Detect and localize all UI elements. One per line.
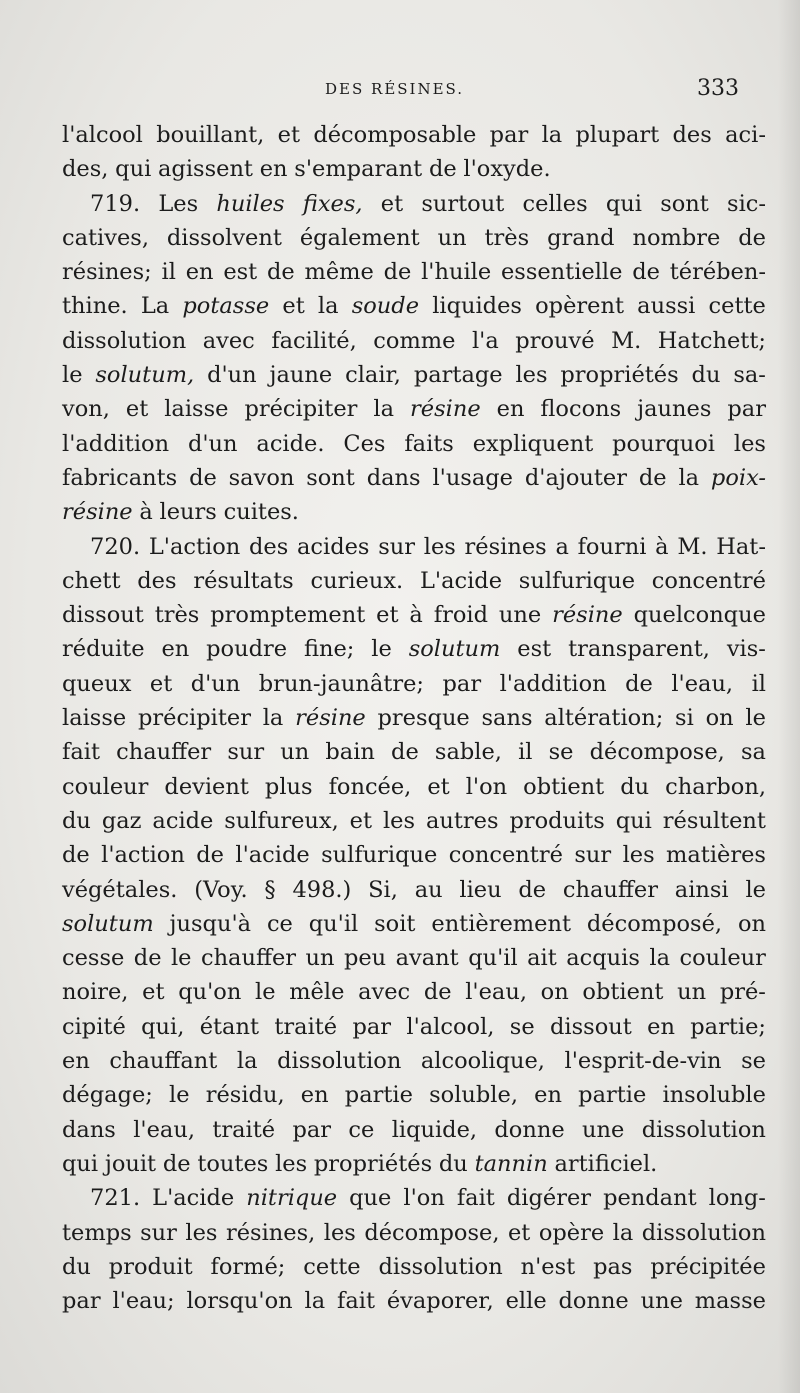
page-number: 333 bbox=[697, 76, 739, 101]
text-line: catives, dissolvent également un très grand nombre de bbox=[62, 224, 766, 251]
text-line: fabricants de savon sont dans l'usage d'ajouter de la poix- bbox=[62, 464, 766, 491]
text-line: dissolution avec facilité, comme l'a prouvé M. Hatchett; bbox=[62, 327, 766, 354]
text-line: le solutum, d'un jaune clair, partage les propriétés du sa- bbox=[62, 362, 766, 389]
text-line: solutum jusqu'à ce qu'il soit entièrement décomposé, on bbox=[62, 910, 766, 937]
text-line: du gaz acide sulfureux, et les autres produits qui résultent bbox=[62, 807, 766, 834]
text-line: 721. L'acide nitrique que l'on fait digérer pendant long- bbox=[90, 1185, 766, 1212]
text-line: 719. Les huiles fixes, et surtout celles qui sont sic- bbox=[90, 190, 766, 217]
running-head bbox=[0, 76, 800, 106]
text-line: von, et laisse précipiter la résine en flocons jaunes par bbox=[62, 396, 766, 423]
text-line: qui jouit de toutes les propriétés du tannin artificiel. bbox=[62, 1150, 658, 1177]
text-line: résine à leurs cuites. bbox=[62, 499, 299, 526]
text-line: dissout très promptement et à froid une résine quelconque bbox=[62, 602, 766, 629]
running-title: DES RÉSINES. bbox=[325, 80, 465, 98]
text-line: temps sur les résines, les décompose, et opère la dissolution bbox=[62, 1219, 766, 1246]
text-line: chett des résultats curieux. L'acide sulfurique concentré bbox=[62, 567, 766, 594]
text-line: queux et d'un brun-jaunâtre; par l'addition de l'eau, il bbox=[62, 670, 766, 697]
text-line: dégage; le résidu, en partie soluble, en partie insoluble bbox=[62, 1082, 766, 1109]
text-line: dans l'eau, traité par ce liquide, donne une dissolution bbox=[62, 1116, 766, 1143]
body-text bbox=[62, 118, 766, 1318]
text-line: cipité qui, étant traité par l'alcool, se dissout en partie; bbox=[62, 1013, 766, 1040]
text-line: 720. L'action des acides sur les résines a fourni à M. Hat- bbox=[90, 533, 766, 560]
text-line: réduite en poudre fine; le solutum est transparent, vis- bbox=[62, 636, 766, 663]
text-line: du produit formé; cette dissolution n'est pas précipitée bbox=[62, 1253, 766, 1280]
text-line: noire, et qu'on le mêle avec de l'eau, on obtient un pré- bbox=[62, 979, 766, 1006]
text-line: végétales. (Voy. § 498.) Si, au lieu de chauffer ainsi le bbox=[62, 876, 766, 903]
text-line: thine. La potasse et la soude liquides opèrent aussi cette bbox=[62, 293, 766, 320]
text-line: fait chauffer sur un bain de sable, il se décompose, sa bbox=[62, 739, 766, 766]
text-line: cesse de le chauffer un peu avant qu'il ait acquis la couleur bbox=[62, 945, 766, 972]
binding-shadow bbox=[778, 0, 800, 1393]
text-line: par l'eau; lorsqu'on la fait évaporer, elle donne une masse bbox=[62, 1288, 766, 1315]
text-line: des, qui agissent en s'emparant de l'oxyde. bbox=[62, 156, 551, 183]
text-line: l'alcool bouillant, et décomposable par la plupart des aci- bbox=[62, 122, 766, 148]
text-line: l'addition d'un acide. Ces faits expliquent pourquoi les bbox=[62, 430, 766, 457]
text-line: résines; il en est de même de l'huile essentielle de térében- bbox=[62, 259, 766, 286]
text-line: couleur devient plus foncée, et l'on obtient du charbon, bbox=[62, 773, 766, 800]
text-line: en chauffant la dissolution alcoolique, l'esprit-de-vin se bbox=[62, 1048, 766, 1075]
text-line: laisse précipiter la résine presque sans altération; si on le bbox=[62, 705, 766, 732]
text-line: de l'action de l'acide sulfurique concentré sur les matières bbox=[62, 842, 766, 869]
